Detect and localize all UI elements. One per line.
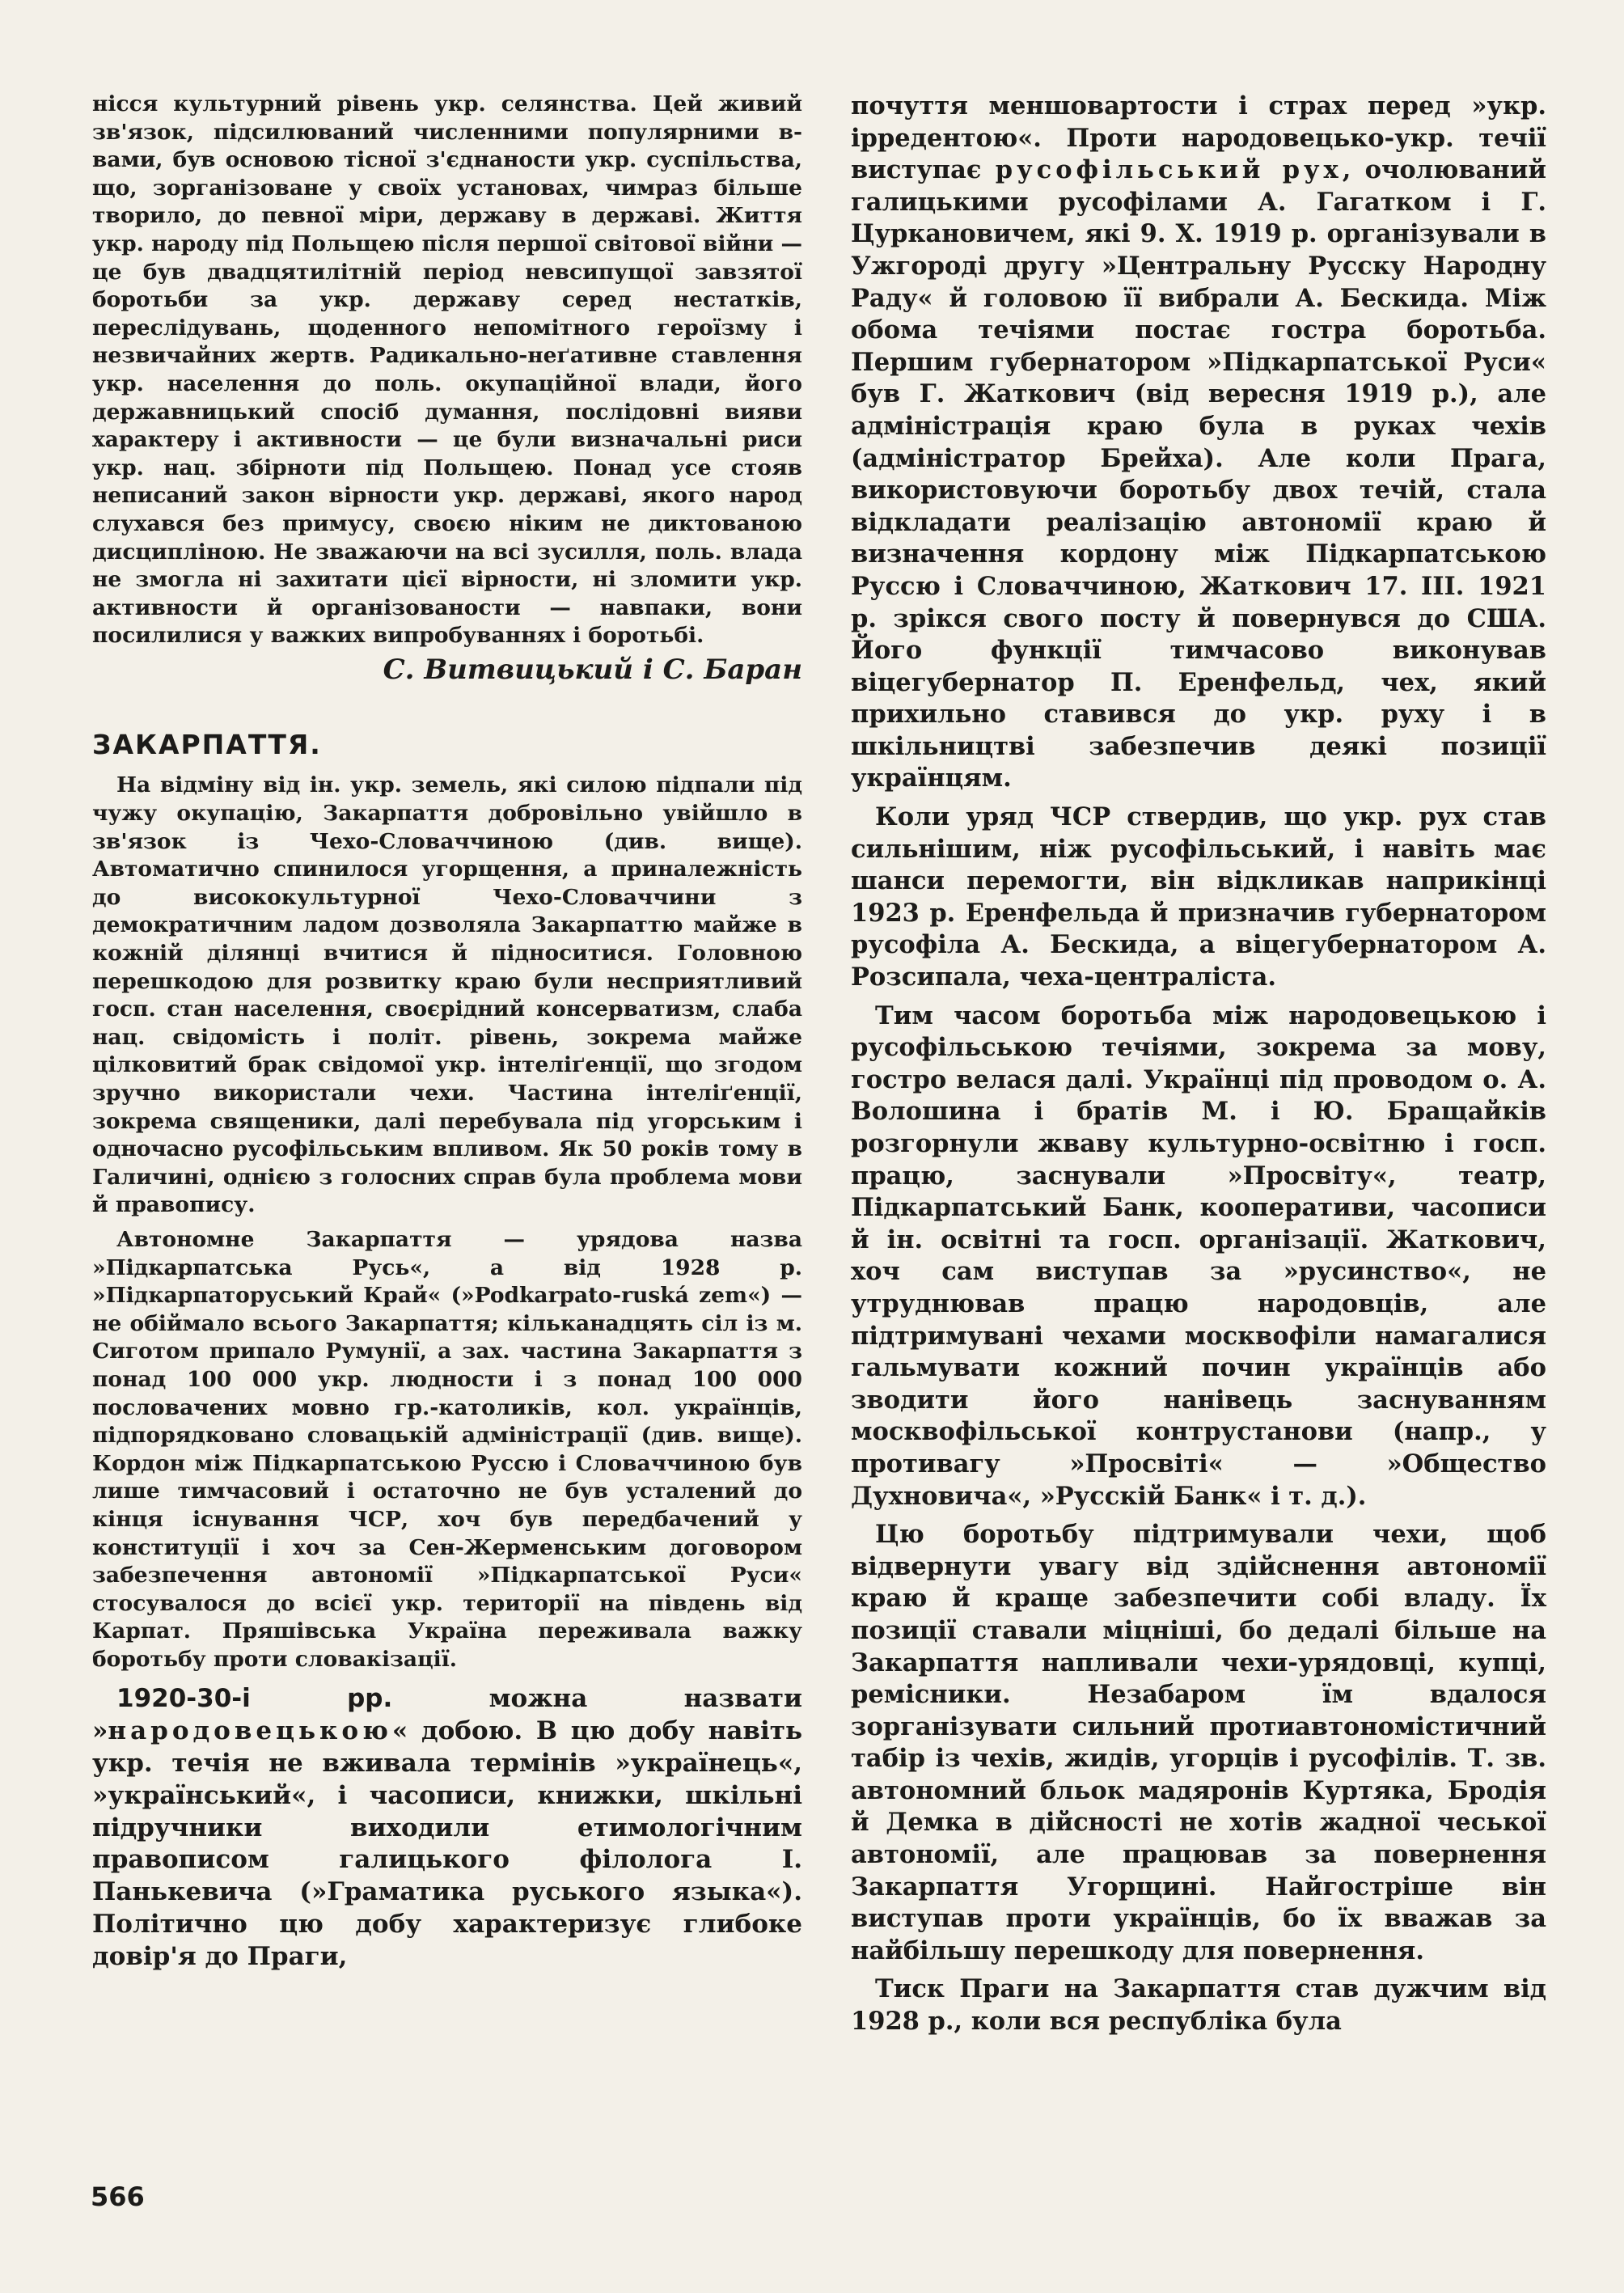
paragraph-text: , очолюваний галицькими русофілами А. Гагатком і Г. Цуркановичем, які 9. X. 1919 р. організували в Ужгороді другу »Центральну Русску Народну Раду« й головою її вибрали А. Бескида. Між обома течіями постає гостра боротьба. Першим губернатором »Підкарпатської Руси« був Г. Жаткович (від вересня 1919 р.), але адміністрація краю була в руках чехів (адміністратор Брейха). Але коли Прага, використовуючи боротьбу двох течій, стала відкладати реалізацію автономії краю й визначення кордону між Підкарпатською Руссю і Словаччиною, Жаткович 17. III. 1921 р. зрікся свого посту й повернувся до США. Його функції тимчасово виконував віцегубернатор П. Еренфельд, чех, який прихильно ставився до укр. руху і в шкільництві забезпечив деякі позиції українцям. (851, 155, 1546, 793)
body-paragraph: Коли уряд ЧСР ствердив, що укр. рух став сильнішим, ніж русофільський, і навіть має шанси перемогти, він відкликав наприкінці 1923 р. Еренфельда й призначив губернатором русофіла А. Бескида, а віцегубернатором А. Розсипала, чеха-централіста. (851, 802, 1546, 992)
body-paragraph: Цю боротьбу підтримували чехи, щоб відвернути увагу від здійснення автономії краю й краще забезпечити собі владу. Їх позиції ставали міцніші, бо дедалі більше на Закарпаття напливали чехи-урядовці, купці, ремісники. Незабаром їм вдалося зорганізувати сильний протиавтономістичний табір із чехів, жидів, угорців і русофілів. Т. зв. автономний бльок мадяронів Куртяка, Бродія й Демка в дійсності не хотів жадної чеської автономії, але працював за повернення Закарпаття Угорщині. Найгостріше він виступав проти українців, бо їх вважав за найбільшу перешкоду для повернення. (851, 1520, 1546, 1965)
paragraph-text: почуття меншовартости і страх перед »укр. ірредентою«. Проти народовецько-укр. течії виступає (851, 91, 1546, 185)
body-paragraph: Тим часом боротьба між народовецькою і русофільською течіями, зокрема за мову, гостро велася далі. Українці під проводом о. А. Волошина і братів М. і Ю. Бращайків розгорнули жваву культурно-освітню і госп. працю, заснували »Просвіту«, театр, Підкарпатський Банк, кооперативи, часописи й ін. освітні та госп. організації. Жаткович, хоч сам виступав за »русинство«, не утруднював працю народовців, але підтримувані чехами москвофіли намагалися гальмувати кожний почин українців або зводити його нанівець заснуванням москвофільської контрустанови (напр., у противагу »Просвіті« — »Общество Духновича«, »Русскій Банк« і т. д.). (851, 1001, 1546, 1511)
body-paragraph: Тиск Праги на Закарпаття став дужчим від 1928 р., коли вся республіка була (851, 1974, 1546, 2037)
body-paragraph: Автономне Закарпаття — урядова назва »Підкарпатська Русь«, а від 1928 р. »Підкарпаторуський Край« (»Podkarpato-ruská zem«) — не обіймало всього Закарпаття; кільканадцять сіл із м. Сиготом припало Румунії, а зах. частина Закарпаття з понад 100 000 укр. людности і з понад 100 000 пословачених мовно гр.-католиків, кол. українців, підпорядковано словацькій адміністрації (див. вище). Кордон між Підкарпатською Руссю і Словаччиною був лише тимчасовий і остаточно не був усталений до кінця існування ЧСР, хоч був передбачений у конституції і хоч за Сен-Жерменським договором забезпечення автономії »Підкарпатської Руси« стосувалося до всієї укр. території на південь від Карпат. Пряшівська Україна переживала важку боротьбу проти словакізації. (92, 1226, 802, 1672)
spaced-term: русофільський рух (995, 155, 1343, 185)
body-paragraph (92, 1683, 802, 1973)
intro-paragraph: нісся культурний рівень укр. селянства. Цей живий зв'язок, підсилюваний численними популярними в-вами, був основою тісної з'єднаности укр. суспільства, що, зорганізоване у своїх установах, чимраз більше творило, до певної міри, державу в державі. Життя укр. народу під Польщею після першої світової війни — це був двадцятилітній період невсипущої завзятої боротьби за укр. державу серед нестатків, переслідувань, щоденного непомітного героїзму і незвичайних жертв. Радикально-неґативне ставлення укр. населення до поль. окупаційної влади, його державницький спосіб думання, послідовні вияви характеру і активности — це були визначальні риси укр. нац. збірноти під Польщею. Понад усе стояв неписаний закон вірности укр. державі, якого народ слухався без примусу, своєю ніким не диктованою дисципліною. Не зважаючи на всі зусилля, поль. влада не змогла ні захитати цієї вірности, ні зломити укр. активности й організованости — навпаки, вони посилилися у важких випробуваннях і боротьбі. (92, 91, 802, 649)
right-column (851, 91, 1546, 2038)
page-number: 566 (91, 2181, 145, 2212)
paragraph-text: можна назвати » (92, 1684, 802, 1746)
body-paragraph: На відміну від ін. укр. земель, які силою підпали під чужу окупацію, Закарпаття добровільно увійшло в зв'язок із Чехо-Словаччиною (див. вище). Автоматично спинилося угорщення, а приналежність до висококультурної Чехо-Словаччини з демократичним ладом дозволяла Закарпаттю майже в кожній ділянці вчитися й підноситися. Головною перешкодою для розвитку краю були несприятливий госп. стан населення, своєрідний консерватизм, слаба нац. свідомість і політ. рівень, зокрема майже цілковитий брак свідомої укр. інтеліґенції, що згодом зручно використали чехи. Частина інтеліґенції, зокрема священики, далі перебувала під угорським і одночасно русофільським впливом. Як 50 років тому в Галичині, однією з голосних справ була проблема мови й правопису. (92, 772, 802, 1218)
spaced-term: народовецькою (108, 1716, 392, 1746)
paragraph-text: « добою. В цю добу навіть укр. течія не вживала термінів »українець«, »український«, і часописи, книжки, шкільні підручники виходили етимологічним правописом галицького філолога І. Панькевича (»Граматика руського языка«). Політично цю добу характеризує глибоке довір'я до Праги, (92, 1716, 802, 1971)
left-column (92, 91, 802, 1974)
author-signature: С. Витвицький і С. Баран (383, 653, 802, 686)
body-paragraph (851, 91, 1546, 795)
paragraph-lead: 1920-30-і рр. (116, 1684, 393, 1714)
section-title: ЗАКАРПАТТЯ. (92, 728, 322, 760)
